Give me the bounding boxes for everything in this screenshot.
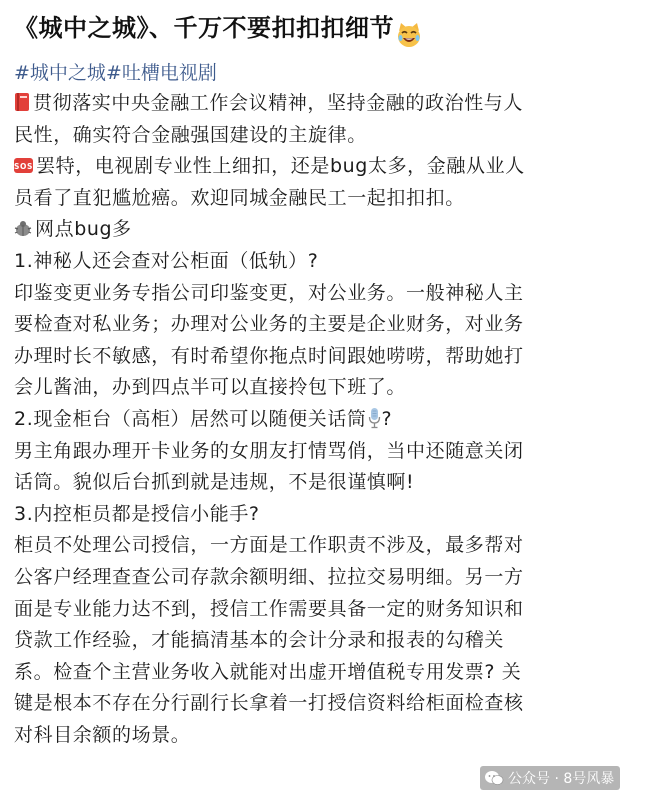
svg-text:SOS: SOS [14,162,33,172]
text-line: 话筒。貌似后台抓到就是违规，不是很谨慎啊! [14,471,415,494]
section-1-heading: 1.神秘人还会查对公柜面（低轨）? [14,249,319,272]
text-line: 会儿酱油，办到四点半可以直接拎包下班了。 [14,376,407,399]
text-line: 民性，确实符合金融强国建设的主旋律。 [14,123,367,146]
text-line: 办理时长不敏感，有时希望你拖点时间跟她唠唠，帮助她打 [14,344,524,367]
text-line: 贷款工作经验，才能搞清基本的会计分录和报表的勾稽关 [14,629,505,652]
text-line: 印鉴变更业务专指公司印鉴变更，对公业务。一般神秘人主 [14,281,524,304]
watermark-text: 公众号 · 8号风暴 [508,771,615,787]
wechat-icon [484,770,504,786]
section-2 [14,404,638,499]
wechat-watermark [480,766,620,790]
microphone-icon [368,407,381,429]
paragraph-complaint [14,151,638,214]
bug-icon [14,216,32,233]
text-line: 系。检查个主营业务收入就能对出虚开增值税专用发票? 关 [14,660,522,683]
hashtag-link-tucao[interactable]: #吐槽电视剧 [105,62,217,84]
text-line: SOS 罢特，电视剧专业性上细扣，还是bug太多，金融从业人 [14,151,638,183]
text-line: 员看了直犯尴尬癌。欢迎同城金融民工一起扣扣扣。 [14,186,465,209]
post-title-text: 《城中之城》、千万不要扣扣扣细节 [14,14,394,42]
text-line: 男主角跟办理开卡业务的女朋友打情骂俏，当中还随意关闭 [14,439,524,462]
text-line: 键是根本不存在分行副行长拿着一打授信资料给柜面检查核 [14,692,524,715]
red-book-icon [14,91,30,111]
text-line: 要检查对私业务；办理对公业务的主要是企业财务，对业务 [14,313,524,336]
hashtag-link-chengzhongzhicheng[interactable]: #城中之城 [14,62,106,84]
laughing-cat-icon [396,16,422,42]
text-line: 贯彻落实中央金融工作会议精神，坚持金融的政治性与人 [14,88,638,120]
sos-icon [14,152,33,172]
hashtag-row [14,58,638,88]
paragraph-policy [14,88,638,151]
post-title [14,4,638,52]
text-line: 对科目余额的场景。 [14,723,191,746]
section-1 [14,246,638,404]
section-2-heading: 2.现金柜台（高柜）居然可以随便关话筒 ? [14,407,393,430]
bug-header-text: 网点bug多 [35,218,132,241]
text-line: 柜员不处理公司授信，一方面是工作职责不涉及，最多帮对 [14,534,524,557]
section-3 [14,499,638,752]
text-line: 面是专业能力达不到，授信工作需要具备一定的财务知识和 [14,597,524,620]
bug-section-header [14,214,638,246]
text-line: 公客户经理查查公司存款余额明细、拉拉交易明细。另一方 [14,565,524,588]
section-3-heading: 3.内控柜员都是授信小能手? [14,502,260,525]
